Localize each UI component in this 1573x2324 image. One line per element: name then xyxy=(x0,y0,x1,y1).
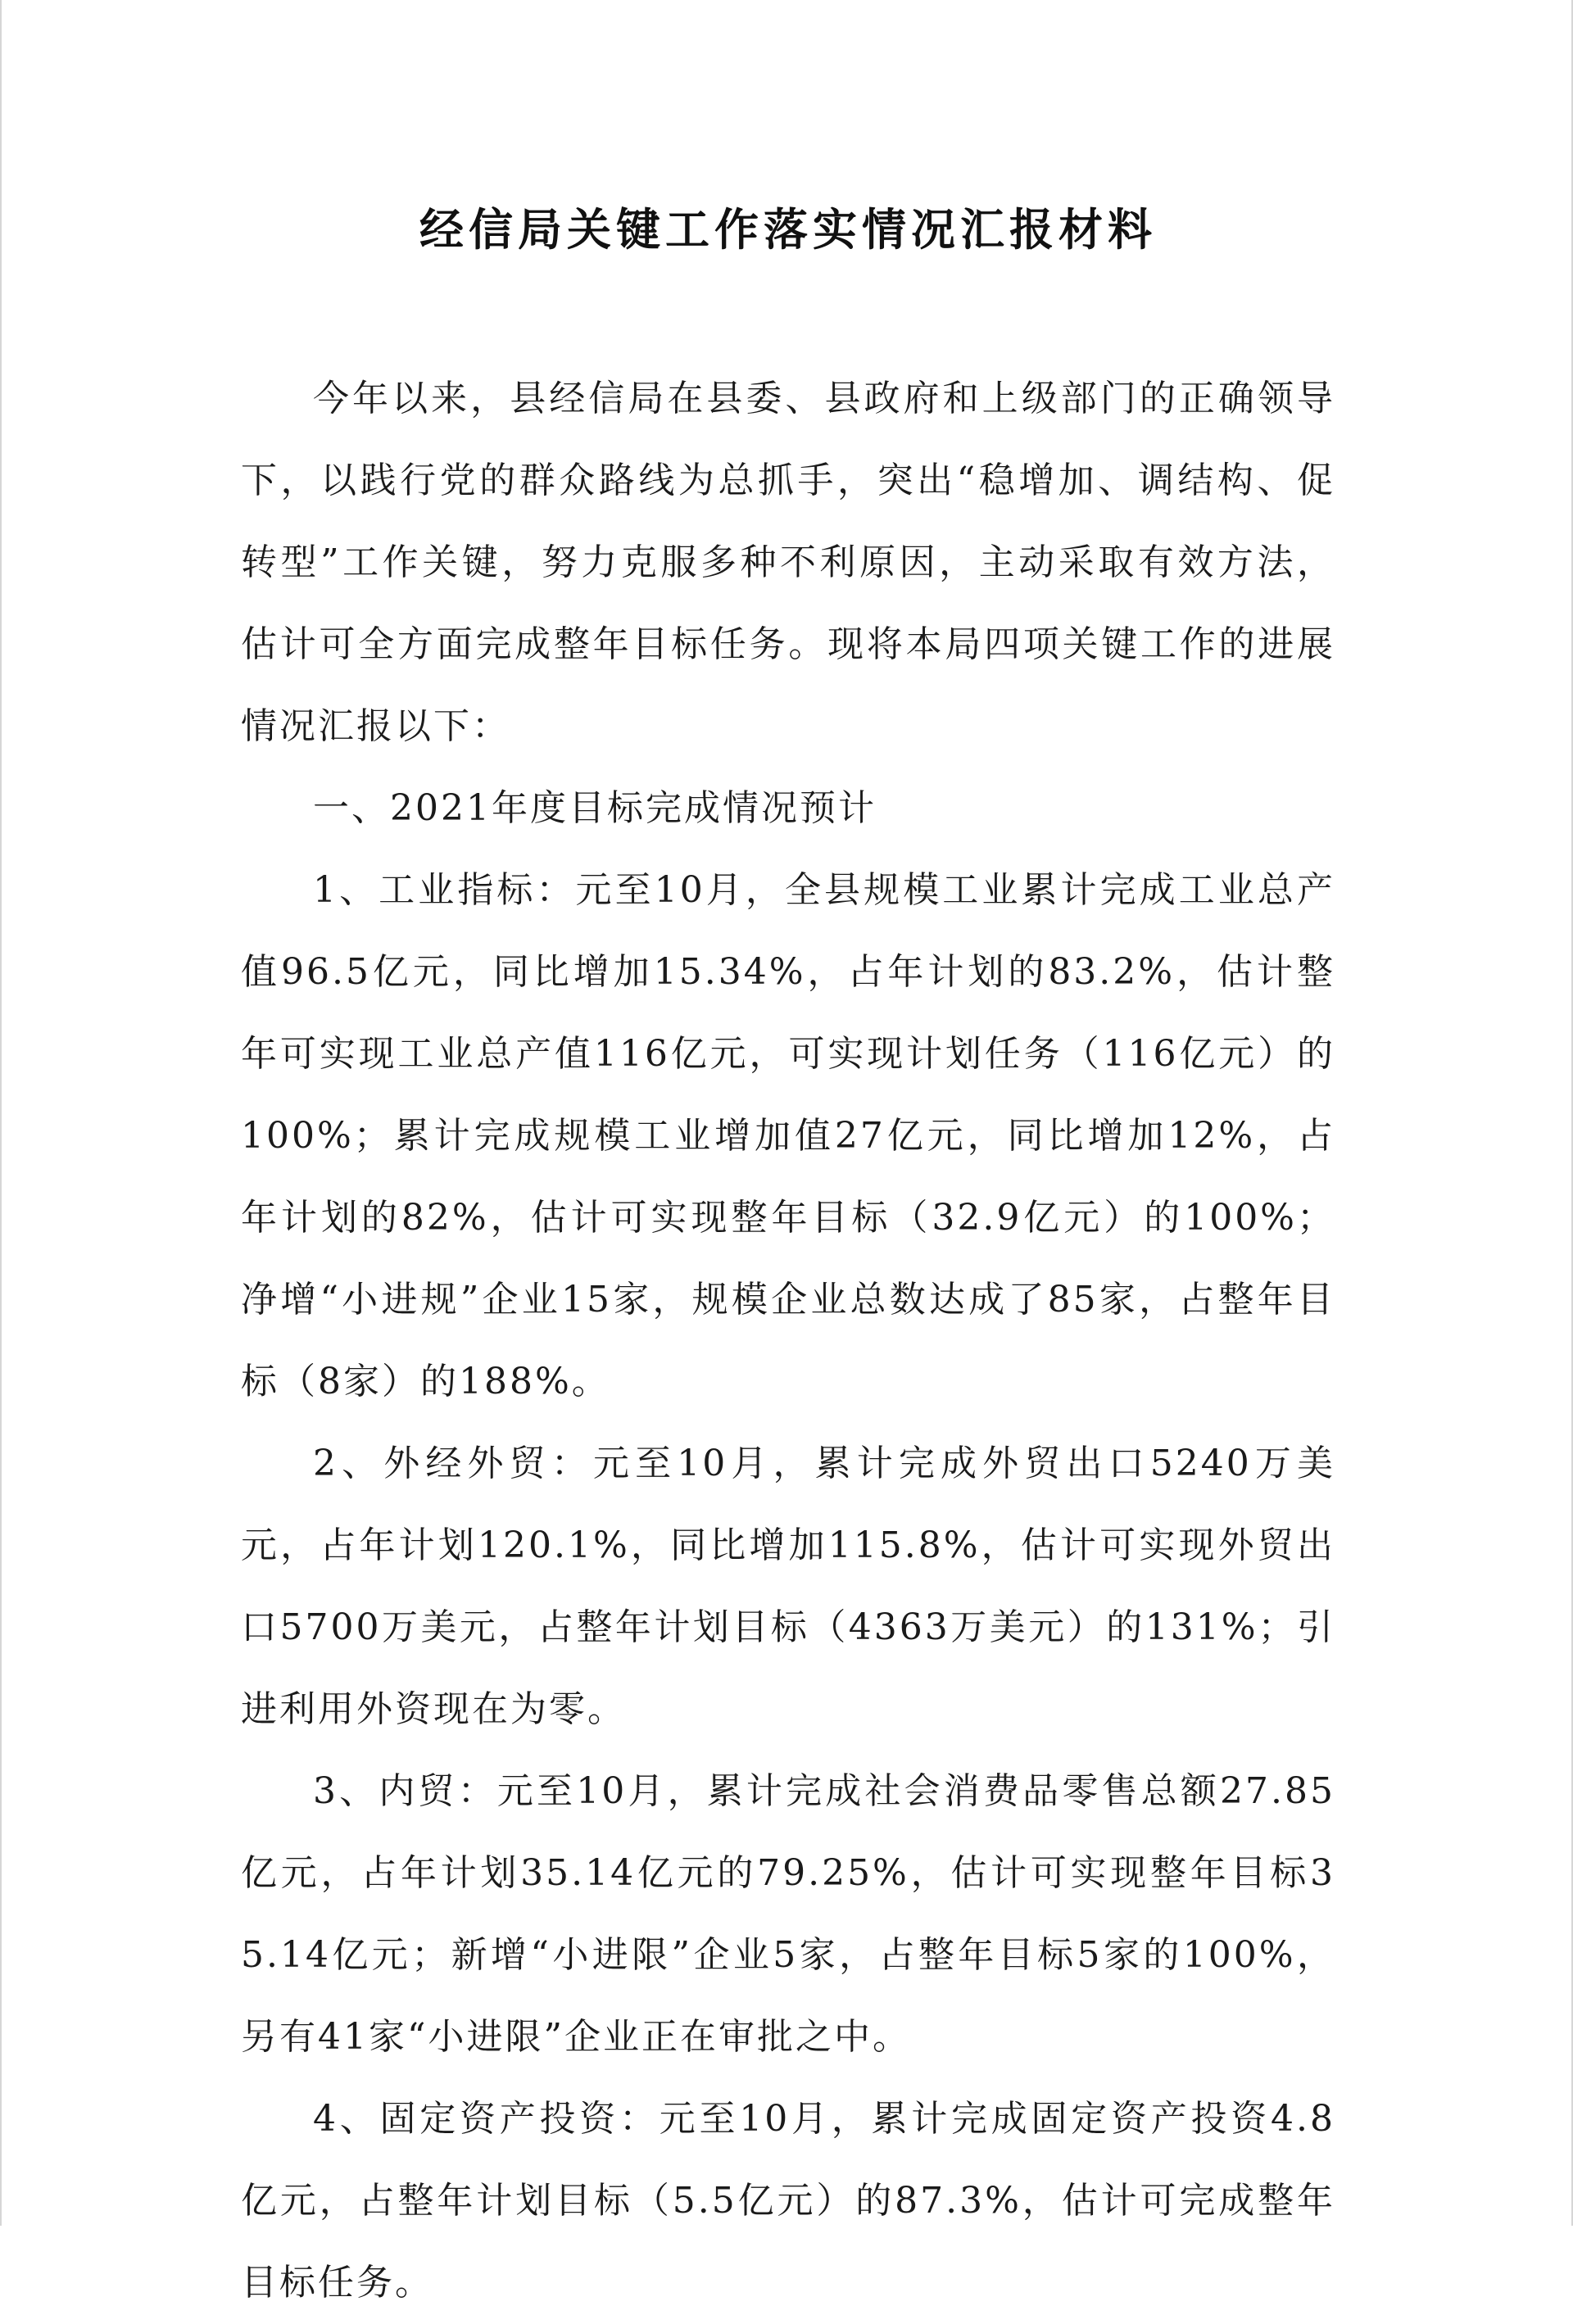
paragraph-industrial-indicators: 1、工业指标：元至10月，全县规模工业累计完成工业总产值96.5亿元，同比增加15.34%，占年计划的83.2%，估计整年可实现工业总产值116亿元，可实现计划任务（116亿元）的100%；累计完成规模工业增加值27亿元，同比增加12%，占年计划的82%，估计可实现整年目标（32.9亿元）的100%；净增“小进规”企业15家，规模企业总数达成了85家，占整年目标（8家）的188%。 xyxy=(241,869,1335,1402)
document-title: 经信局关键工作落实情况汇报材料 xyxy=(419,203,1157,256)
paragraph-foreign-trade: 2、外经外贸：元至10月，累计完成外贸出口5240万美元，占年计划120.1%，同比增加115.8%，估计可实现外贸出口5700万美元，占整年计划目标（4363万美元）的131%；引进利用外资现在为零。 xyxy=(241,1443,1335,1730)
section-heading-targets: 一、2021年度目标完成情况预计 xyxy=(313,787,877,829)
paragraph-fixed-asset-investment: 4、固定资产投资：元至10月，累计完成固定资产投资4.8亿元，占整年计划目标（5.5亿元）的87.3%，估计可完成整年目标任务。 xyxy=(241,2098,1335,2304)
paragraph-domestic-trade: 3、内贸：元至10月，累计完成社会消费品零售总额27.85亿元，占年计划35.14亿元的79.25%，估计可实现整年目标35.14亿元；新增“小进限”企业5家，占整年目标5家的100%，另有41家“小进限”企业正在审批之中。 xyxy=(241,1770,1335,2058)
document-body xyxy=(241,358,1335,2324)
paragraph-intro: 今年以来，县经信局在县委、县政府和上级部门的正确领导下，以践行党的群众路线为总抓手，突出“稳增加、调结构、促转型”工作关键，努力克服多种不利原因，主动采取有效方法，估计可全方面完成整年目标任务。现将本局四项关键工作的进展情况汇报以下： xyxy=(241,378,1335,747)
